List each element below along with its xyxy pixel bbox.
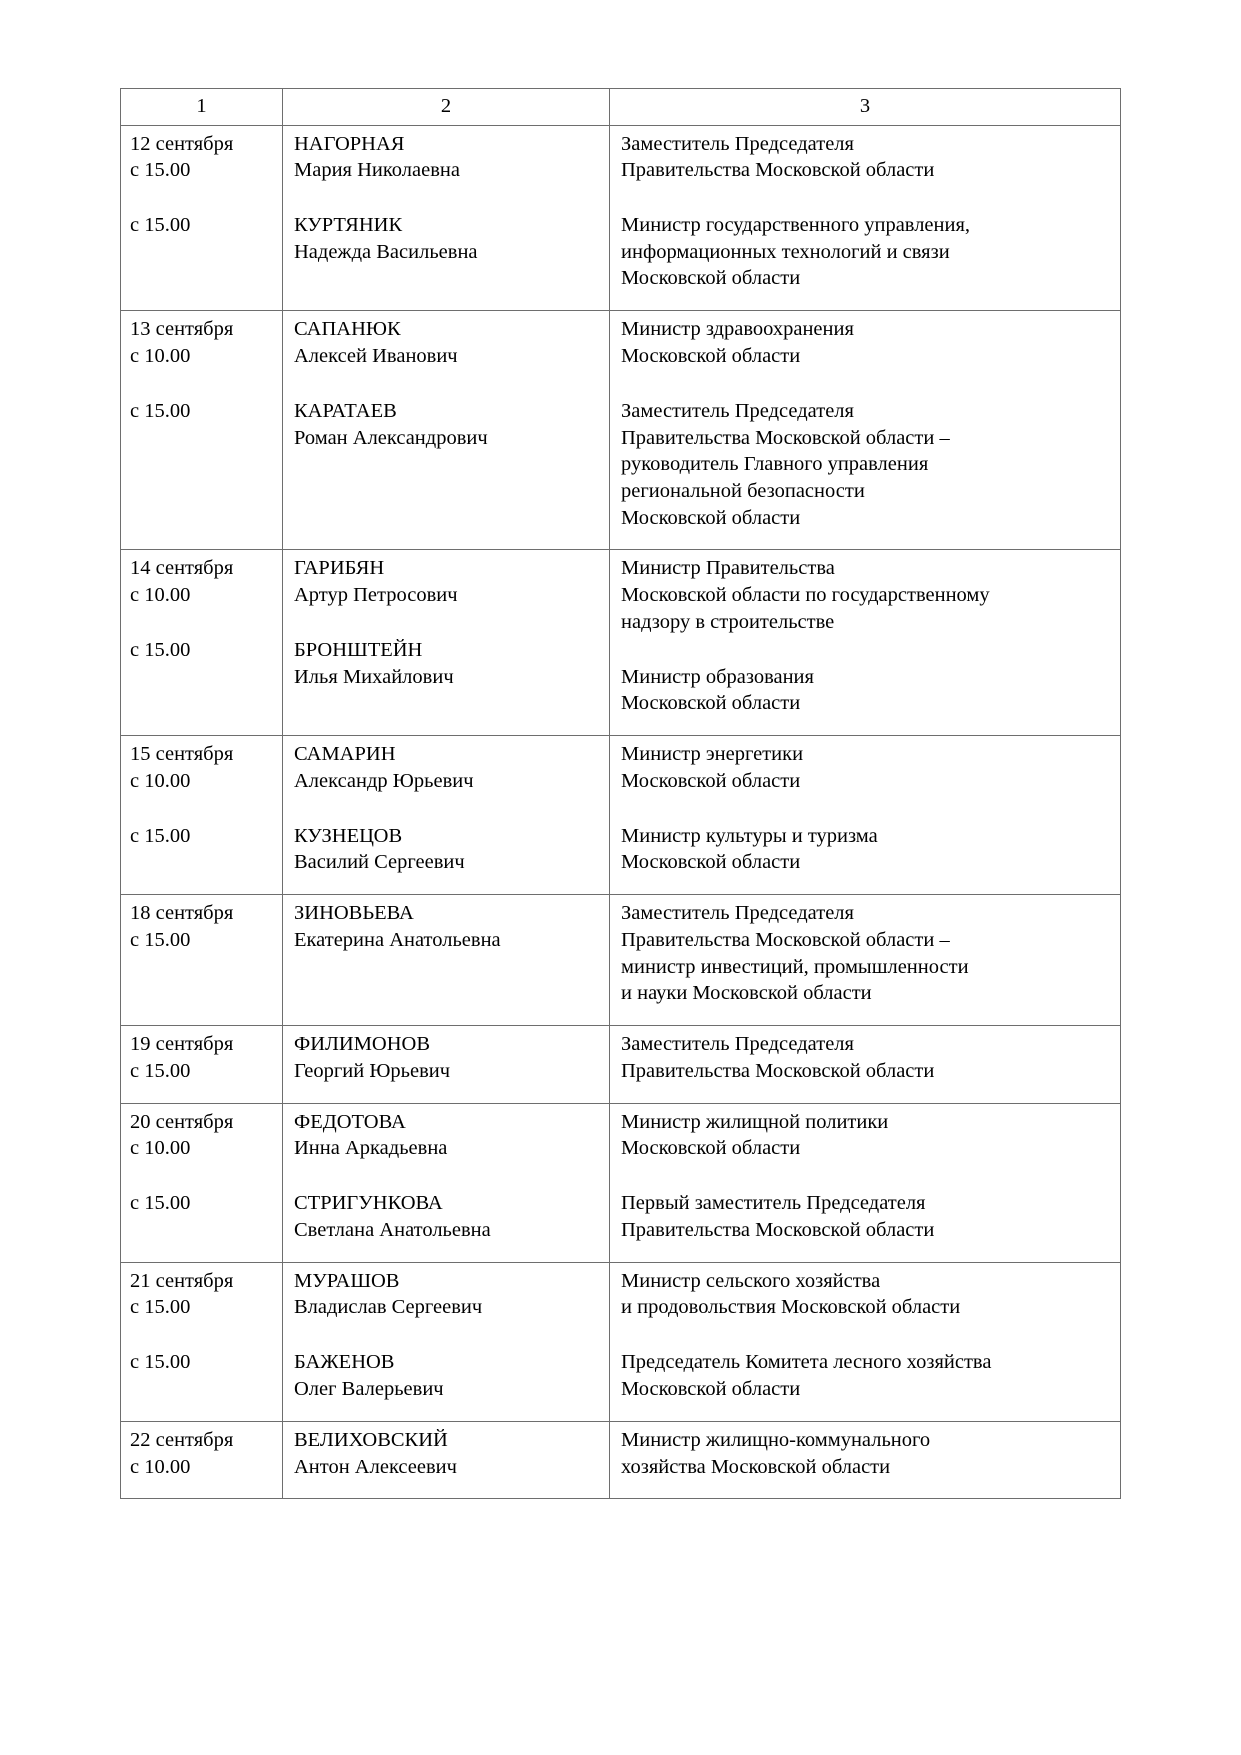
cell-official-name [283,895,610,1026]
official-name-entry [294,555,601,608]
given-name-patronymic: Мария Николаевна [294,159,460,182]
position-line: Министр жилищно-коммунального [621,1428,931,1451]
time-label: с 10.00 [130,584,191,607]
cell-bottom-space [294,954,601,965]
cell-bottom-space [621,1244,1112,1255]
cell-official-name [283,311,610,550]
cell-date-time [121,125,283,311]
cell-bottom-space [621,717,1112,728]
official-name-entry [294,1031,601,1084]
surname: ЗИНОВЬЕВА [294,902,414,925]
cell-official-position [610,1421,1121,1499]
cell-bottom-space [294,451,601,462]
cell-bottom-space [130,1376,274,1387]
position-line: Министр здравоохранения [621,318,854,341]
position-line: Председатель Комитета лесного хозяйства [621,1351,992,1374]
position-line: Правительства Московской области – [621,426,950,449]
cell-official-position [610,1026,1121,1104]
official-name-entry [294,1349,601,1402]
date-label: 18 сентября [130,902,234,925]
cell-bottom-space [294,1084,601,1095]
given-name-patronymic: Василий Сергеевич [294,851,465,874]
position-entry [621,823,1112,876]
position-entry [621,555,1112,635]
official-name-entry [294,900,601,953]
cell-bottom-space [294,876,601,887]
time-label: с 10.00 [130,345,191,368]
cell-bottom-space [130,425,274,436]
given-name-patronymic: Илья Михайлович [294,665,454,688]
cell-official-name [283,736,610,895]
table-row [121,125,1121,311]
date-label: 20 сентября [130,1110,234,1133]
date-label: 12 сентября [130,132,234,155]
time-label: с 10.00 [130,769,191,792]
given-name-patronymic: Светлана Анатольевна [294,1218,491,1241]
position-entry [621,1190,1112,1243]
cell-bottom-space [621,1403,1112,1414]
cell-bottom-space [130,239,274,250]
position-entry [621,664,1112,717]
given-name-patronymic: Олег Валерьевич [294,1377,444,1400]
position-line: Заместитель Председателя [621,132,854,155]
time-label: с 15.00 [130,1351,191,1374]
cell-bottom-space [621,531,1112,542]
table-row [121,550,1121,736]
official-name-entry [294,1427,601,1480]
official-name-entry [294,823,601,876]
position-entry [621,1349,1112,1402]
cell-bottom-space [294,1244,601,1255]
time-label: с 15.00 [130,1296,191,1319]
cell-bottom-space [130,1217,274,1228]
position-line: министр инвестиций, промышленности [621,955,969,978]
surname: ФИЛИМОНОВ [294,1033,431,1056]
position-line: и науки Московской области [621,982,872,1005]
cell-date-time [121,550,283,736]
surname: МУРАШОВ [294,1269,400,1292]
cell-bottom-space [621,876,1112,887]
date-time-entry [130,212,274,239]
position-line: Правительства Московской области [621,1059,935,1082]
position-line: Министр образования [621,665,814,688]
date-time-entry [130,1349,274,1376]
surname: КУЗНЕЦОВ [294,824,403,847]
given-name-patronymic: Екатерина Анатольевна [294,928,501,951]
schedule-table [120,88,1121,1499]
cell-official-name [283,550,610,736]
date-label: 15 сентября [130,743,234,766]
time-label: с 10.00 [130,1137,191,1160]
position-line: Министр Правительства [621,557,835,580]
official-name-entry [294,212,601,265]
given-name-patronymic: Владислав Сергеевич [294,1296,483,1319]
cell-official-name [283,1103,610,1262]
position-line: Правительства Московской области [621,1218,935,1241]
date-label: 14 сентября [130,557,234,580]
position-line: надзору в строительстве [621,610,835,633]
cell-official-position [610,1262,1121,1421]
position-line: Министр культуры и туризма [621,824,878,847]
cell-date-time [121,736,283,895]
official-name-entry [294,637,601,690]
time-label: с 15.00 [130,159,191,182]
position-entry [621,1268,1112,1321]
date-label: 19 сентября [130,1033,234,1056]
table-row [121,311,1121,550]
date-time-entry [130,1031,274,1084]
position-line: Заместитель Председателя [621,902,854,925]
given-name-patronymic: Георгий Юрьевич [294,1059,451,1082]
official-name-entry [294,316,601,369]
cell-official-name [283,1421,610,1499]
table-row [121,1262,1121,1421]
cell-bottom-space [294,265,601,276]
table-row [121,1103,1121,1262]
date-label: 22 сентября [130,1428,234,1451]
time-label: с 15.00 [130,214,191,237]
given-name-patronymic: Алексей Иванович [294,345,458,368]
time-label: с 15.00 [130,1192,191,1215]
official-name-entry [294,1268,601,1321]
time-label: с 15.00 [130,1059,191,1082]
cell-bottom-space [130,1480,274,1491]
position-line: Министр государственного управления, [621,214,971,237]
official-name-entry [294,131,601,184]
position-entry [621,212,1112,292]
position-entry [621,1031,1112,1084]
position-line: хозяйства Московской области [621,1455,891,1478]
position-line: Московской области [621,345,801,368]
date-label: 21 сентября [130,1269,234,1292]
position-line: Первый заместитель Председателя [621,1192,926,1215]
cell-official-position [610,550,1121,736]
date-time-entry [130,900,274,953]
position-line: Заместитель Председателя [621,399,854,422]
cell-bottom-space [130,664,274,675]
position-entry [621,131,1112,184]
cell-date-time [121,311,283,550]
time-label: с 15.00 [130,824,191,847]
cell-bottom-space [294,1403,601,1414]
position-line: и продовольствия Московской области [621,1296,961,1319]
position-line: Московской области по государственному [621,584,990,607]
surname: ГАРИБЯН [294,557,385,580]
table-row [121,1421,1121,1499]
position-entry [621,1427,1112,1480]
surname: КАРАТАЕВ [294,399,397,422]
position-line: Московской области [621,769,801,792]
column-number-1: 1 [121,89,283,126]
date-time-entry [130,316,274,369]
cell-bottom-space [130,849,274,860]
official-name-entry [294,398,601,451]
surname: ФЕДОТОВА [294,1110,406,1133]
position-entry [621,900,1112,1007]
position-entry [621,316,1112,369]
position-line: Московской области [621,506,801,529]
official-name-entry [294,1190,601,1243]
column-number-2: 2 [283,89,610,126]
cell-official-name [283,125,610,311]
position-line: Правительства Московской области – [621,928,950,951]
date-time-entry [130,1427,274,1480]
table-row [121,736,1121,895]
cell-official-position [610,1103,1121,1262]
surname: БРОНШТЕЙН [294,638,423,661]
surname: САМАРИН [294,743,396,766]
position-line: Московской области [621,692,801,715]
position-line: Правительства Московской области [621,159,935,182]
given-name-patronymic: Надежда Васильевна [294,240,478,263]
surname: ВЕЛИХОВСКИЙ [294,1428,448,1451]
cell-date-time [121,895,283,1026]
official-name-entry [294,1109,601,1162]
cell-bottom-space [294,1480,601,1491]
official-name-entry [294,741,601,794]
date-time-entry [130,1268,274,1321]
position-entry [621,741,1112,794]
cell-official-position [610,895,1121,1026]
cell-date-time [121,1103,283,1262]
date-time-entry [130,637,274,664]
column-number-row [121,89,1121,126]
position-line: Московской области [621,851,801,874]
date-time-entry [130,741,274,794]
date-time-entry [130,131,274,184]
surname: НАГОРНАЯ [294,132,405,155]
time-label: с 15.00 [130,399,191,422]
surname: САПАНЮК [294,318,401,341]
column-number-3: 3 [610,89,1121,126]
date-time-entry [130,555,274,608]
date-time-entry [130,1109,274,1162]
position-entry [621,1109,1112,1162]
cell-bottom-space [621,1480,1112,1491]
date-time-entry [130,1190,274,1217]
surname: КУРТЯНИК [294,214,403,237]
time-label: с 15.00 [130,928,191,951]
schedule-table-body [121,89,1121,1499]
position-line: Московской области [621,267,801,290]
cell-official-position [610,311,1121,550]
given-name-patronymic: Инна Аркадьевна [294,1137,448,1160]
cell-bottom-space [130,1084,274,1095]
position-line: Министр энергетики [621,743,804,766]
position-line: руководитель Главного управления [621,453,929,476]
position-entry [621,398,1112,531]
cell-bottom-space [621,1084,1112,1095]
date-label: 13 сентября [130,318,234,341]
given-name-patronymic: Роман Александрович [294,426,488,449]
time-label: с 10.00 [130,1455,191,1478]
cell-bottom-space [621,1007,1112,1018]
cell-bottom-space [294,690,601,701]
surname: БАЖЕНОВ [294,1351,395,1374]
cell-official-position [610,125,1121,311]
given-name-patronymic: Александр Юрьевич [294,769,474,792]
position-line: информационных технологий и связи [621,240,950,263]
position-line: Министр сельского хозяйства [621,1269,881,1292]
table-row [121,1026,1121,1104]
given-name-patronymic: Артур Петросович [294,584,458,607]
position-line: Московской области [621,1377,801,1400]
date-time-entry [130,823,274,850]
position-line: региональной безопасности [621,479,865,502]
cell-official-position [610,736,1121,895]
cell-date-time [121,1421,283,1499]
position-line: Заместитель Председателя [621,1033,854,1056]
cell-official-name [283,1026,610,1104]
time-label: с 15.00 [130,638,191,661]
cell-bottom-space [621,292,1112,303]
table-row [121,895,1121,1026]
date-time-entry [130,398,274,425]
cell-bottom-space [130,954,274,965]
cell-official-name [283,1262,610,1421]
cell-date-time [121,1026,283,1104]
position-line: Московской области [621,1137,801,1160]
surname: СТРИГУНКОВА [294,1192,443,1215]
cell-date-time [121,1262,283,1421]
position-line: Министр жилищной политики [621,1110,889,1133]
given-name-patronymic: Антон Алексеевич [294,1455,457,1478]
